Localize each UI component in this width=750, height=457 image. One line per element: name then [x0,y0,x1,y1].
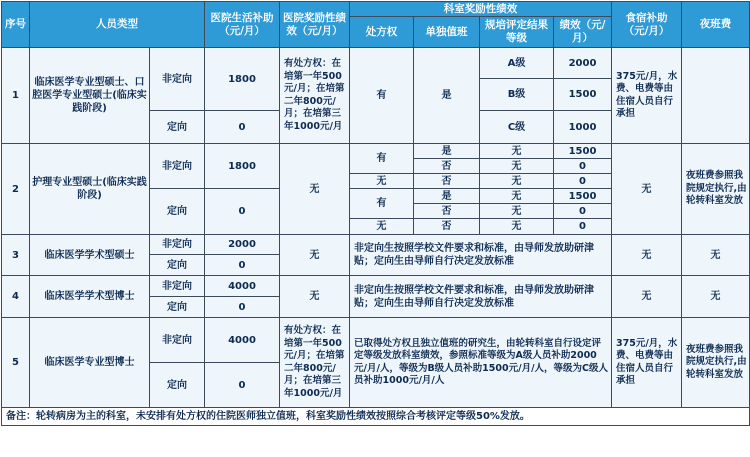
row2-prescription: 无 [350,219,414,235]
row3-type: 临床医学学术型硕士 [30,235,150,276]
row3-sub-a: 非定向 [150,235,205,255]
row2-bonus: 无 [280,144,350,235]
header-dept-group: 科室奖励性绩效 [350,2,612,17]
row5-subsidy-a: 4000 [205,318,280,363]
row1-grade: B级 [480,79,554,111]
subsidy-table [1,1,750,426]
row2-prescription: 有 [350,189,414,219]
row2-perf: 0 [554,219,612,235]
row1-night [682,48,750,144]
row4-dept: 非定向生按照学校文件要求和标准，由导师发放助研津贴；定向生由导师自行决定发放标准 [350,276,612,318]
row5-subsidy-b: 0 [205,363,280,408]
row1-perf: 1000 [554,111,612,144]
row1-independent: 是 [414,48,480,144]
row1-grade: A级 [480,48,554,79]
row2-sub-b: 定向 [150,189,205,235]
row2-subsidy-b: 0 [205,189,280,235]
row4-seq: 4 [2,276,30,318]
header-grade: 规培评定结果等级 [480,17,554,48]
header-prescription: 处方权 [350,17,414,48]
row4-type: 临床医学学术型博士 [30,276,150,318]
row5-sub-b: 定向 [150,363,205,408]
row1-seq: 1 [2,48,30,144]
row2-perf: 0 [554,159,612,174]
row1-grade: C级 [480,111,554,144]
row5-bonus: 有处方权：在培第一年500元/月；在培第二年800元/月；在培第三年1000元/月 [280,318,350,408]
header-type: 人员类型 [30,2,205,48]
row4-subsidy-b: 0 [205,297,280,318]
row5-sub-a: 非定向 [150,318,205,363]
row4-bonus: 无 [280,276,350,318]
row2-independent: 否 [414,174,480,189]
row3-meal: 无 [612,235,682,276]
row2-independent: 是 [414,189,480,204]
header-perf: 绩效（元/月） [554,17,612,48]
row2-prescription: 有 [350,144,414,174]
row1-sub-b: 定向 [150,111,205,144]
header-seq: 序号 [2,2,30,48]
row2-type: 护理专业型硕士(临床实践阶段) [30,144,150,235]
row5-night: 夜班费参照我院规定执行,由轮转科室发放 [682,318,750,408]
row1-type: 临床医学专业型硕士、口腔医学专业型硕士(临床实践阶段) [30,48,150,144]
row2-independent: 否 [414,159,480,174]
header-subsidy: 医院生活补助（元/月） [205,2,280,48]
row2-independent: 否 [414,204,480,219]
row2-sub-a: 非定向 [150,144,205,189]
row5-meal: 375元/月，水费、电费等由住宿人员自行承担 [612,318,682,408]
row2-grade: 无 [480,204,554,219]
row1-prescription: 有 [350,48,414,144]
row2-prescription: 无 [350,174,414,189]
row2-independent: 否 [414,219,480,235]
row2-perf: 0 [554,204,612,219]
row2-grade: 无 [480,189,554,204]
row1-bonus: 有处方权：在培第一年500元/月；在培第二年800元/月；在培第三年1000元/月 [280,48,350,144]
row4-meal: 无 [612,276,682,318]
row3-subsidy-a: 2000 [205,235,280,255]
header-meal: 食宿补助（元/月） [612,2,682,48]
row1-perf: 2000 [554,48,612,79]
row5-type: 临床医学专业型博士 [30,318,150,408]
row2-grade: 无 [480,174,554,189]
row2-grade: 无 [480,159,554,174]
row4-sub-a: 非定向 [150,276,205,297]
row2-seq: 2 [2,144,30,235]
row2-perf: 0 [554,174,612,189]
row1-perf: 1500 [554,79,612,111]
row2-grade: 无 [480,144,554,159]
row4-sub-b: 定向 [150,297,205,318]
row5-dept: 已取得处方权且独立值班的研究生，由轮转科室自行设定评定等级发放科室绩效，参照标准等级为A级人员补助2000元/月/人，等级为B级人员补助1500元/月/人，等级为C级人员补助1000元/月/人 [350,318,612,408]
row2-perf: 1500 [554,144,612,159]
row3-sub-b: 定向 [150,255,205,276]
header-independent: 单独值班 [414,17,480,48]
row1-subsidy-a: 1800 [205,48,280,111]
row4-subsidy-a: 4000 [205,276,280,297]
row3-night: 无 [682,235,750,276]
row3-bonus: 无 [280,235,350,276]
row4-night: 无 [682,276,750,318]
row1-sub-a: 非定向 [150,48,205,111]
row3-seq: 3 [2,235,30,276]
row2-meal: 无 [612,144,682,235]
header-bonus: 医院奖励性绩效（元/月） [280,2,350,48]
row2-night: 夜班费参照我院规定执行,由轮转科室发放 [682,144,750,235]
row2-perf: 1500 [554,189,612,204]
row2-subsidy-a: 1800 [205,144,280,189]
footnote: 备注：轮转病房为主的科室，未安排有处方权的住院医师独立值班，科室奖励性绩效按照综合考核评定等级50%发放。 [2,408,750,426]
row1-meal: 375元/月，水费、电费等由住宿人员自行承担 [612,48,682,144]
header-night: 夜班费 [682,2,750,48]
row2-grade: 无 [480,219,554,235]
row3-subsidy-b: 0 [205,255,280,276]
row2-independent: 是 [414,144,480,159]
row3-dept: 非定向生按照学校文件要求和标准，由导师发放助研津贴；定向生由导师自行决定发放标准 [350,235,612,276]
row1-subsidy-b: 0 [205,111,280,144]
row5-seq: 5 [2,318,30,408]
